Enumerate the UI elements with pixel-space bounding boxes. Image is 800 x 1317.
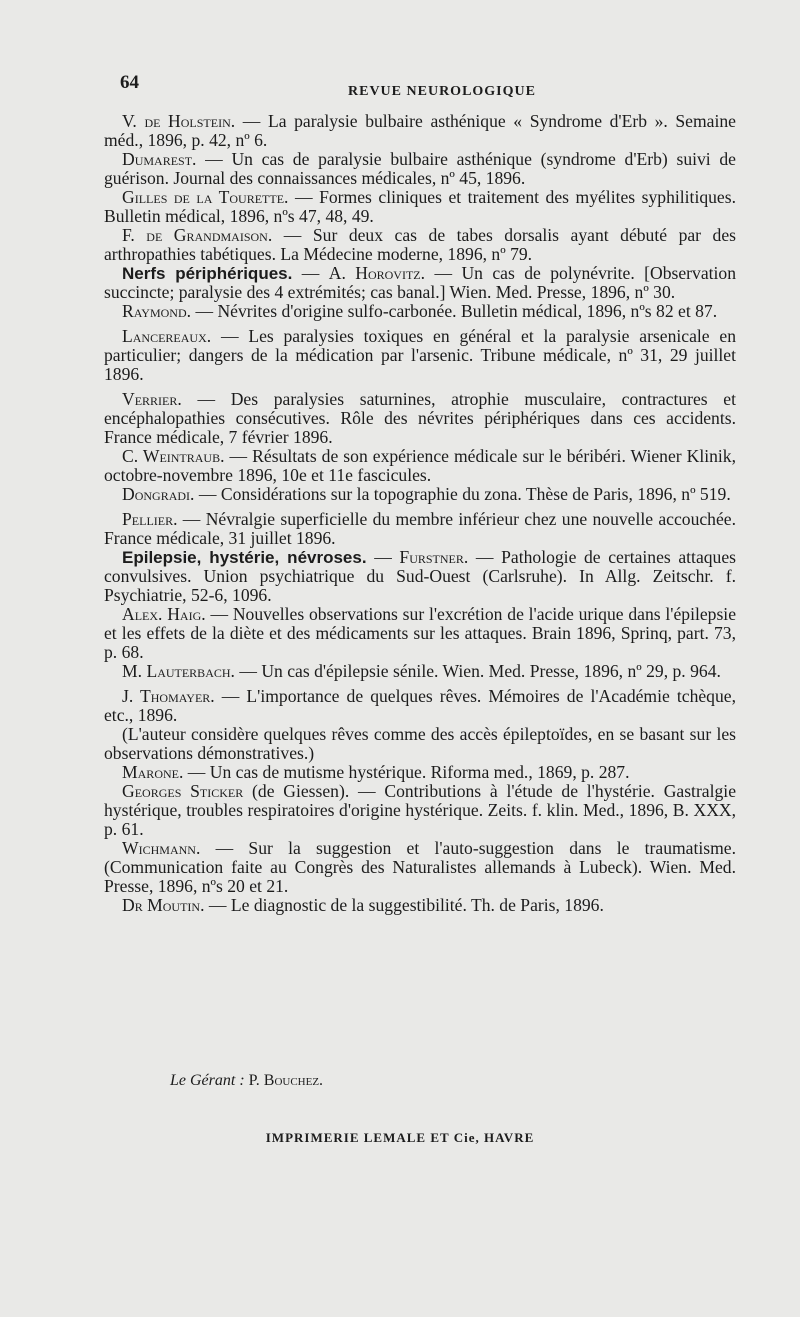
- section-heading: Nerfs périphériques.: [122, 264, 293, 283]
- entry-author: Dr Moutin.: [122, 895, 205, 915]
- entry-text: — Pathologie de certaines attaques convulsives. Union psychiatrique du Sud-Ouest (Carlsruhe). In Allg. Zeitschr. f. Psychiatrie, 52-6, 1096.: [104, 547, 737, 605]
- printer-imprint: IMPRIMERIE LEMALE ET Cie, HAVRE: [265, 1130, 535, 1145]
- bibliography-entry: [104, 782, 736, 839]
- bibliography-entry: [104, 839, 736, 896]
- entry-author: V. de Holstein.: [122, 111, 236, 131]
- entry-text: — Résultats de son expérience médicale sur le béribéri. Wiener Klinik, octobre-novembre 1896, 10e et 11e fascicules.: [104, 446, 736, 485]
- entry-text: — Névralgie superficielle du membre inférieur chez une nouvelle accouchée. France médicale, 31 juillet 1896.: [104, 509, 736, 548]
- entry-text: — Un cas de paralysie bulbaire asthénique (syndrome d'Erb) suivi de guérison. Journal des connaissances médicales, nº 45, 1896.: [104, 149, 736, 188]
- entry-author: Dumarest.: [122, 149, 197, 169]
- entry-text: — La paralysie bulbaire asthénique « Syndrome d'Erb ». Semaine méd., 1896, p. 42, nº 6.: [104, 111, 736, 150]
- entry-text: — Un cas de mutisme hystérique. Riforma med., 1869, p. 287.: [183, 762, 630, 782]
- bibliography-entry: [104, 896, 736, 915]
- signature-name: P. Bouchez.: [248, 1072, 324, 1089]
- signature-label: Le Gérant :: [170, 1072, 245, 1089]
- entry-text: — Sur la suggestion et l'auto-suggestion dans le traumatisme. (Communication faite au Congrès des Naturalistes allemands à Lubeck). Wien. Med. Presse, 1896, nºs 20 et 21.: [104, 838, 736, 896]
- entry-author: M. Lauterbach.: [122, 661, 235, 681]
- section-heading: Epilepsie, hystérie, névroses.: [122, 548, 367, 567]
- entry-author: Raymond.: [122, 301, 192, 321]
- bibliography-entry: [104, 302, 736, 321]
- entry-author: Wichmann.: [122, 838, 201, 858]
- entry-author: Alex. Haig.: [122, 604, 206, 624]
- entry-text: — Névrites d'origine sulfo-carbonée. Bulletin médical, 1896, nºs 82 et 87.: [191, 301, 718, 321]
- entry-author: A. Horovitz.: [328, 263, 426, 283]
- bibliography-entry: [104, 150, 736, 188]
- entry-author: Dongradi.: [122, 484, 195, 504]
- entry-text: — Un cas de polynévrite. [Observation succincte; paralysie des 4 extrémités; cas banal.] Wien. Med. Presse, 1896, nº 30.: [104, 263, 737, 302]
- entry-text: — Considérations sur la topographie du zona. Thèse de Paris, 1896, nº 519.: [194, 484, 731, 504]
- page-header: [0, 72, 800, 100]
- bibliography-entry: [104, 188, 736, 226]
- bibliography-entry: [104, 725, 736, 763]
- bibliography-entry: [104, 763, 736, 782]
- entry-text: — Des paralysies saturnines, atrophie musculaire, contractures et encéphalopathies consécutives. Rôle des névrites périphériques dans ces accidents. France médicale, 7 février 1896.: [104, 389, 736, 447]
- entry-author: Lancereaux.: [122, 326, 212, 346]
- bibliography-entry: [104, 390, 736, 447]
- bibliography-entry: [104, 485, 736, 504]
- bibliography-entry: [104, 605, 736, 662]
- bibliography-entry: [104, 112, 736, 150]
- bibliography-entry: [104, 510, 736, 548]
- entry-text: (de Giessen). — Contributions à l'étude de l'hystérie. Gastralgie hystérique, troubles respiratoires d'origine hystérique. Zeits. f. klin. Med., 1896, B. XXX, p. 61.: [104, 781, 736, 839]
- page-number: 64: [120, 72, 139, 93]
- bibliography-entry: [104, 226, 736, 264]
- entry-text: — Formes cliniques et traitement des myélites syphilitiques. Bulletin médical, 1896, nºs 47, 48, 49.: [104, 187, 736, 226]
- entry-author: Verrier.: [122, 389, 182, 409]
- entry-author: J. Thomayer.: [122, 686, 215, 706]
- entry-author: Furstner.: [399, 547, 469, 567]
- bibliography-entry: Nerfs périphériques. — A. Horovitz. — Un cas de polynévrite. [Observation succincte; paralysie des 4 extrémités; cas banal.] Wien. Med. Presse, 1896, nº 30.: [104, 263, 737, 302]
- bibliography-list: [104, 112, 736, 915]
- entry-author: Marone.: [122, 762, 184, 782]
- signature: [170, 1072, 323, 1090]
- entry-author: Georges Sticker: [122, 781, 244, 801]
- entry-text: — Les paralysies toxiques en général et la paralysie arsenicale en particulier; dangers de la médication par l'arsenic. Tribune médicale, nº 31, 29 juillet 1896.: [104, 326, 736, 384]
- bibliography-entry: [104, 447, 736, 485]
- entry-text: — Sur deux cas de tabes dorsalis ayant débuté par des arthropathies tabétiques. La Médecine moderne, 1896, nº 79.: [104, 225, 737, 264]
- entry-text: — Le diagnostic de la suggestibilité. Th. de Paris, 1896.: [204, 895, 604, 915]
- bibliography-entry: [104, 327, 736, 384]
- entry-text: — L'importance de quelques rêves. Mémoires de l'Académie tchèque, etc., 1896.: [104, 686, 736, 725]
- entry-author: Gilles de la Tourette.: [122, 187, 289, 207]
- bibliography-entry: [104, 662, 736, 681]
- running-title: REVUE NEUROLOGIQUE: [348, 84, 536, 99]
- entry-author: C. Weintraub.: [122, 446, 225, 466]
- entry-text: — Un cas d'épilepsie sénile. Wien. Med. Presse, 1896, nº 29, p. 964.: [234, 661, 721, 681]
- entry-text: (L'auteur considère quelques rêves comme des accès épileptoïdes, en se basant sur les observations démonstratives.): [104, 724, 736, 763]
- entry-author: Pellier.: [122, 509, 178, 529]
- entry-text: — Nouvelles observations sur l'excrétion de l'acide urique dans l'épilepsie et les effets de la diète et des médicaments sur les attaques. Brain 1896, Sprinq, part. 73, p. 68.: [104, 604, 736, 662]
- bibliography-entry: Epilepsie, hystérie, névroses. — Furstner. — Pathologie de certaines attaques convulsives. Union psychiatrique du Sud-Ouest (Carlsruhe). In Allg. Zeitschr. f. Psychiatrie, 52-6, 1096.: [104, 547, 737, 605]
- entry-author: F. de Grandmaison.: [122, 225, 273, 245]
- bibliography-entry: [104, 687, 736, 725]
